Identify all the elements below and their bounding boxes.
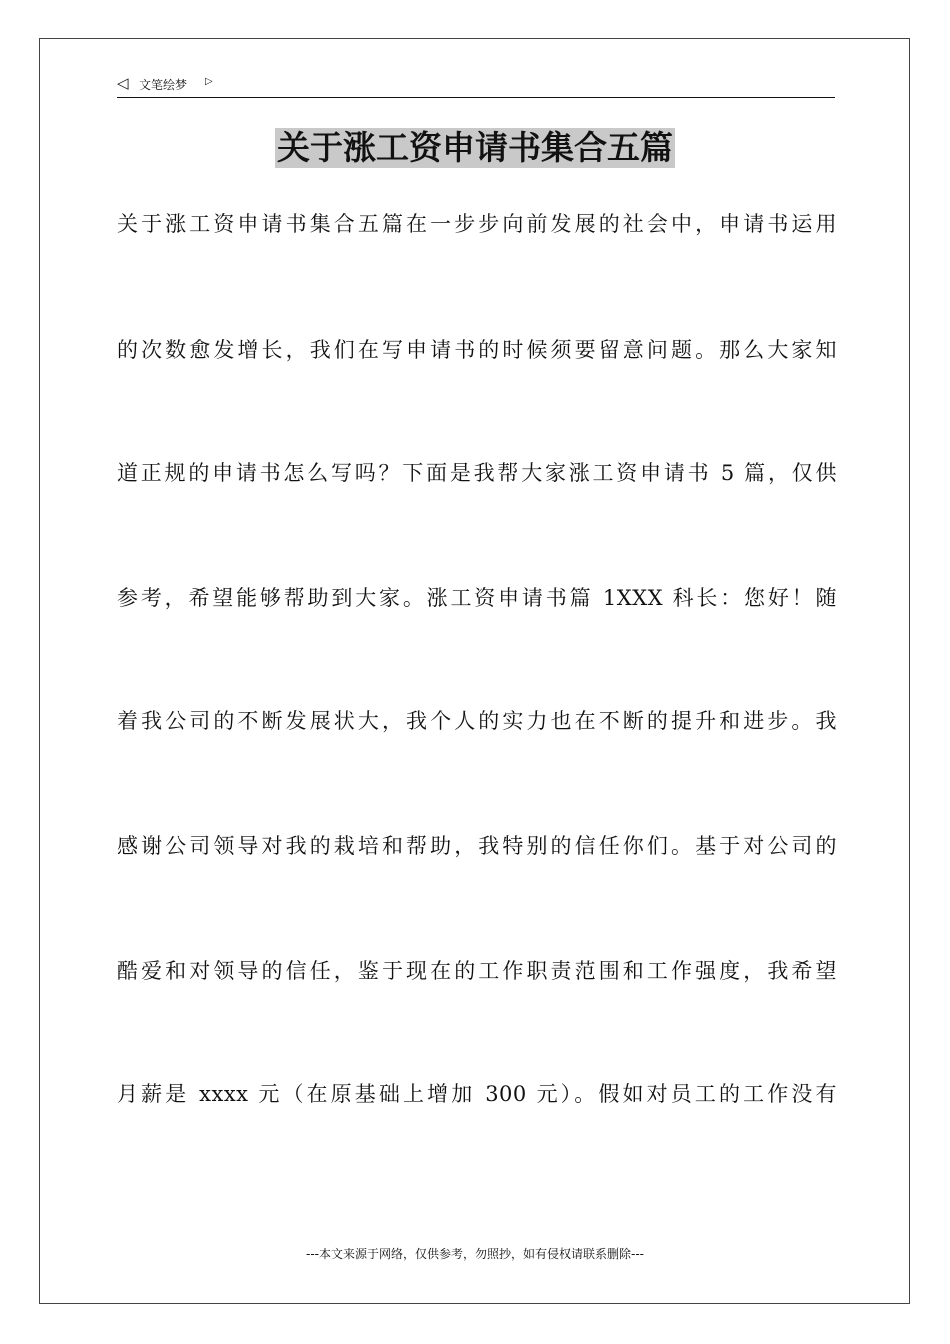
- body-line-1: 关于涨工资申请书集合五篇在一步步向前发展的社会中，申请书运用: [117, 212, 837, 236]
- body-line-6: 感谢公司领导对我的栽培和帮助，我特别的信任你们。基于对公司的: [117, 834, 837, 858]
- triangle-left-icon: ◁: [117, 74, 129, 92]
- triangle-right-icon: ▷: [205, 76, 213, 87]
- footer-note: ---本文来源于网络，仅供参考，勿照抄，如有侵权请联系删除---: [306, 1247, 644, 1261]
- body-line-2: 的次数愈发增长，我们在写申请书的时候须要留意问题。那么大家知: [117, 338, 837, 362]
- body-line-8: 月薪是 xxxx 元（在原基础上增加 300 元）。假如对员工的工作没有: [117, 1082, 837, 1106]
- page-header: [117, 74, 835, 98]
- body-line-3: 道正规的申请书怎么写吗？下面是我帮大家涨工资申请书 5 篇，仅供: [117, 461, 837, 485]
- document-title: 关于涨工资申请书集合五篇: [277, 128, 673, 167]
- body-line-5: 着我公司的不断发展状大，我个人的实力也在不断的提升和进步。我: [117, 709, 837, 733]
- body-line-4: 参考，希望能够帮助到大家。涨工资申请书篇 1XXX 科长：您好！随: [117, 586, 837, 610]
- body-line-7: 酷爱和对领导的信任，鉴于现在的工作职责范围和工作强度，我希望: [117, 959, 837, 983]
- header-label: 文笔绘梦: [139, 78, 188, 92]
- title-wrap: [0, 128, 950, 168]
